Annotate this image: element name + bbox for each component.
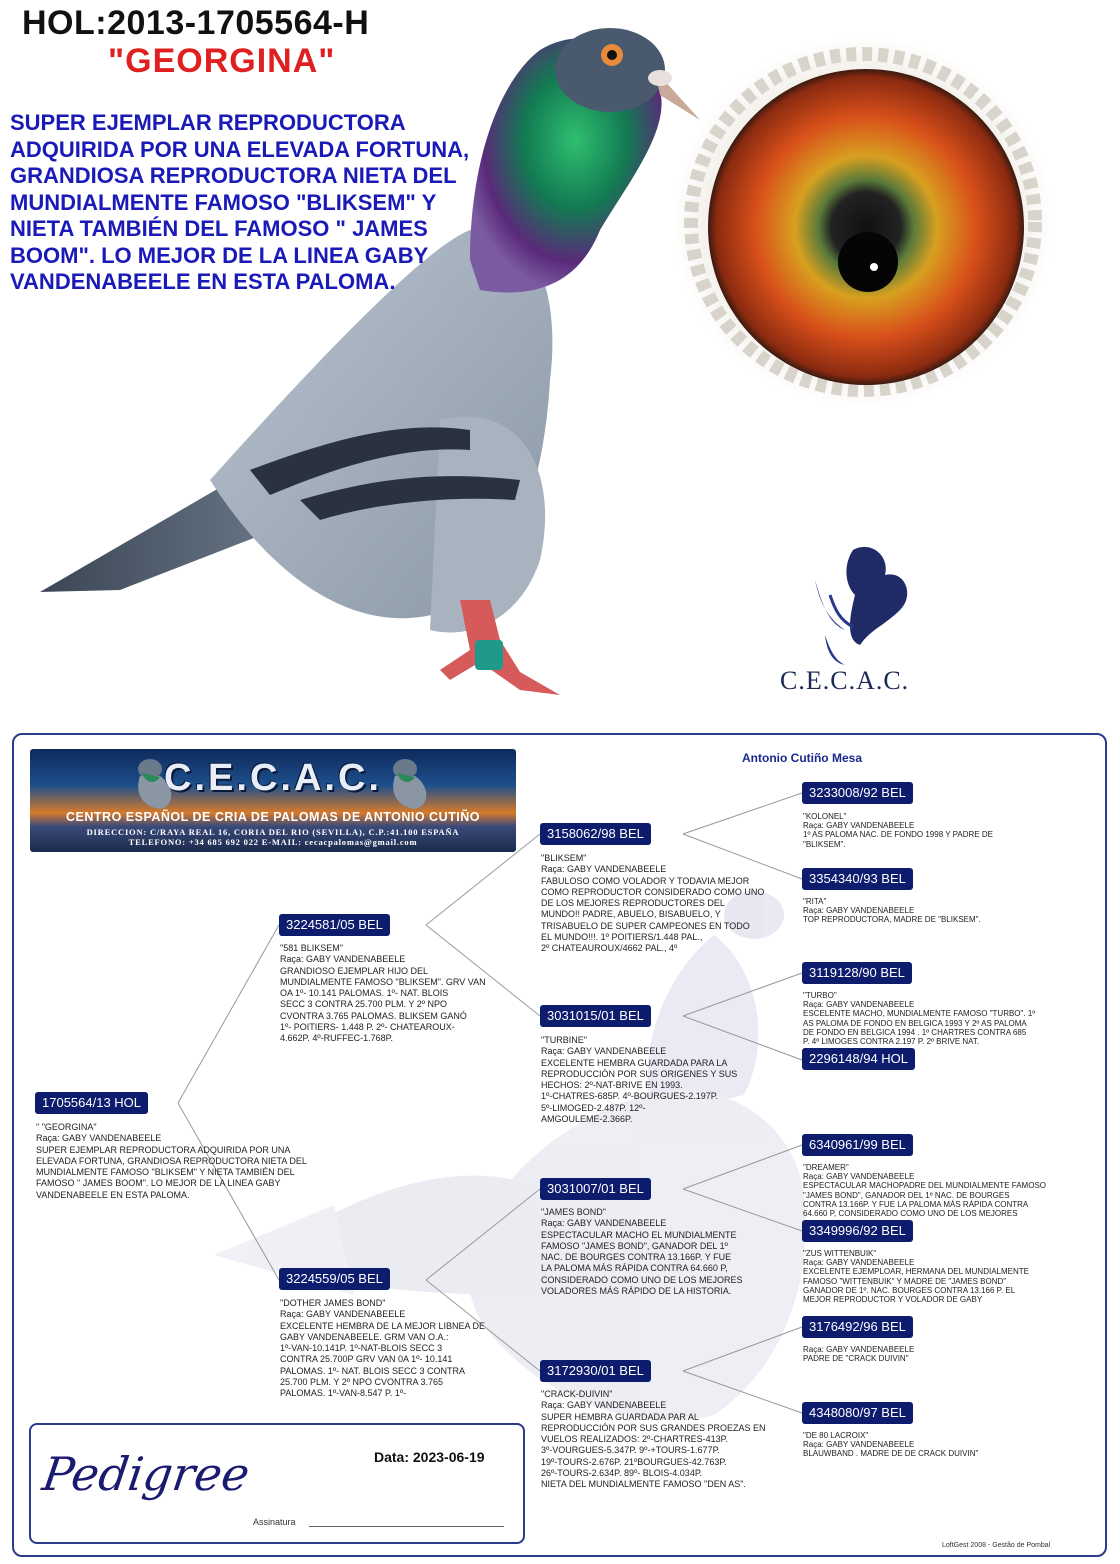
ffm-info: "RITA" Raça: GABY VANDENABEELE TOP REPRODUCTORA, MADRE DE "BLIKSEM".: [803, 897, 981, 925]
leg-ring-icon: [475, 640, 503, 670]
ffm-ring-box[interactable]: 3354340/93 BEL: [802, 868, 913, 890]
mother-info: "DOTHER JAMES BOND" Raça: GABY VANDENABEELE EXCELENTE HEMBRA DE LA MEJOR LIBNEA DE GABY VANDENABEELE. GRM VAN O.A.: 1º-VAN-10.141P. 1º-NAT-BLOIS SECC 3 CONTRA 25.700P GRV VAN 0A 1º- 10.141 PALOMAS. 1º- NAT. BLOIS SECC 3 CONTRA 25.700 PLM. Y 2º NPO CVONTRA 3.765 PALOMAS. 1º-VAN-8.547 P. 1º-: [280, 1298, 486, 1399]
mmf-info: Raça: GABY VANDENABEELE PADRE DE "CRACK DUIVIN": [803, 1345, 915, 1364]
software-credit: LoftGest 2008 - Gestão de Pombal: [942, 1542, 1051, 1549]
top-showcase: [0, 0, 1120, 728]
pedigree-date: Data: 2023-06-19: [374, 1449, 485, 1465]
subject-ring-box[interactable]: 1705564/13 HOL: [35, 1092, 148, 1114]
mff-info: "DREAMER" Raça: GABY VANDENABEELE ESPECTACULAR MACHOPADRE DEL MUNDIALMENTE FAMOSO "JAMES BOND", GANADOR DEL 1º NAC. DE BOURGES CONTRA 13.166P. Y FUE LA PALOMA MÁS RÁPIDA CONTRA 64.660 P, CONSIDERADO COMO UNO DE LOS MEJORES: [803, 1163, 1046, 1219]
fm-info: "TURBINE" Raça: GABY VANDENABEELE EXCELENTE HEMBRA GUARDADA PARA LA REPRODUCCIÓN POR SUS ORIGENES Y SUS HECHOS: 2º-NAT-BRIVE EN 1993. 1º-CHATRES-685P. 4º-BOURGUES-2.197P. 5º-LIMOGED-2.487P. 12º- AMGOULEME-2.366P.: [541, 1035, 738, 1125]
mfm-info: "ZUS WITTENBUIK" Raça: GABY VANDENABEELE EXCELENTE EJEMPLOAR, HERMANA DEL MUNDIALMENTE FAMOSO "WITTENBUIK" Y MADRE DE "JAMES BOND" GANADOR DE 1º. NAC. BOURGES CONTRA 13.166 P. EL MEJOR REPRODUCTOR Y VOLADOR DE GABY: [803, 1249, 1029, 1305]
father-info: "581 BLIKSEM" Raça: GABY VANDENABEELE GRANDIOSO EJEMPLAR HIJO DEL MUNDIALMENTE FAMOSO "BLIKSEM". GRV VAN OA 1º- 10.141 PALOMAS. 1º- NAT. BLOIS SECC 3 CONTRA 25.700 PLM. Y 2º NPO CVONTRA 3.765 PALOMAS. BLIKSEM GANÓ 1º- POITIERS- 1.448 P. 2º- CHATEAROUX- 4.662P. 4º-RUFFEC-1.768P.: [280, 943, 486, 1044]
banner-subtitle: CENTRO ESPAÑOL DE CRIA DE PALOMAS DE ANTONIO CUTIÑO: [66, 810, 480, 824]
ring-code: HOL:2013-1705564-H: [22, 4, 370, 42]
fmf-info: "TURBO" Raça: GABY VANDENABEELE ESCELENTE MACHO, MUNDIALMENTE FAMOSO "TURBO". 1º AS PALOMA DE FONDO EN BELGICA 1993 Y 2º AS PALOMA DE FONDO EN BELGICA 1994 . 1º CHARTRES CONTRA 685 P. 4º LIMOGES CONTRA 2.197 P. 2º BRIVE NAT.: [803, 991, 1036, 1047]
mother-ring-box[interactable]: 3224559/05 BEL: [279, 1268, 390, 1290]
ff-ring-box[interactable]: 3158062/98 BEL: [540, 823, 651, 845]
eye-closeup-image: [648, 22, 1058, 422]
mfm-ring-box[interactable]: 3349996/92 BEL: [802, 1220, 913, 1242]
banner-address: [30, 827, 516, 847]
fm-ring-box[interactable]: 3031015/01 BEL: [540, 1005, 651, 1027]
owner-name: Antonio Cutiño Mesa: [742, 751, 862, 765]
mmf-ring-box[interactable]: 3176492/96 BEL: [802, 1316, 913, 1338]
mmm-info: "DE 80 LACROIX" Raça: GABY VANDENABEELE BLAUWBAND . MADRE DE DE CRACK DUIVIN": [803, 1431, 979, 1459]
mmm-ring-box[interactable]: 4348080/97 BEL: [802, 1402, 913, 1424]
banner-address-line: DIRECCION: C/RAYA REAL 16, CORIA DEL RIO (SEVILLA), C.P.:41.100 ESPAÑA: [86, 827, 460, 837]
banner-title: C.E.C.A.C.: [164, 757, 382, 799]
pedigree-sheet: [12, 733, 1107, 1557]
ff-info: "BLIKSEM" Raça: GABY VANDENABEELE FABULOSO COMO VOLADOR Y TODAVIA MEJOR COMO REPRODUCTOR CONSIDERADO COMO UNO DE LOS MEJORES REPRODUCTORES DEL MUNDO!! PADRE, ABUELO, BISABUELO, Y TRISABUELO DE SUPER CAMPEONES EN TODO EL MUNDO!!!. 1º POITIERS/1.448 PAL., 2º CHATEAUROUX/4662 PAL., 4º: [541, 853, 765, 954]
bird-description: SUPER EJEMPLAR REPRODUCTORA ADQUIRIDA POR UNA ELEVADA FORTUNA, GRANDIOSA REPRODUCTORA NIETA DEL MUNDIALMENTE FAMOSO "BLIKSEM" Y NIETA TAMBIÉN DEL FAMOSO " JAMES BOOM". LO MEJOR DE LA LINEA GABY VANDENABEELE EN ESTA PALOMA.: [10, 110, 470, 294]
fff-info: "KOLONEL" Raça: GABY VANDENABEELE 1º AS PALOMA NAC. DE FONDO 1998 Y PADRE DE "BLIKSEM".: [803, 812, 993, 849]
subject-info: " "GEORGINA" Raça: GABY VANDENABEELE SUPER EJEMPLAR REPRODUCTORA ADQUIRIDA POR UNA ELEVADA FORTUNA, GRANDIOSA REPRODUCTORA NIETA DEL MUNDIALMENTE FAMOSO "BLIKSEM" Y NIETA TAMBIÉN DEL FAMOSO " JAMES BOOM". LO MEJOR DE LA LINEA GABY VANDENABEELE EN ESTA PALOMA.: [36, 1122, 307, 1200]
banner-contact-line: TELEFONO: +34 685 692 022 E-MAIL: cecacpalomas@gmail.com: [128, 837, 418, 847]
father-ring-box[interactable]: 3224581/05 BEL: [279, 914, 390, 936]
pedigree-script-title: Pedigree: [39, 1447, 253, 1501]
mm-info: "CRACK-DUIVIN" Raça: GABY VANDENABEELE SUPER HEMBRA GUARDADA PAR AL REPRODUCCIÓN POR SUS GRANDES PROEZAS EN VUELOS REALIZADOS: 2º-CHARTRES-413P. 3º-VOURGUES-5.347P. 9º-+TOURS-1.677P. 19º-TOURS-2.676P. 21ºBOURGUES-42.763P. 26º-TOURS-2.634P. 89º- BLOIS-4.034P. NIETA DEL MUNDIALMENTE FAMOSO "DEN AS".: [541, 1389, 766, 1490]
signature-line: [309, 1526, 504, 1527]
fmf-ring-box[interactable]: 3119128/90 BEL: [802, 962, 912, 984]
bird-name: "GEORGINA": [108, 42, 336, 80]
mf-ring-box[interactable]: 3031007/01 BEL: [540, 1178, 651, 1200]
mf-info: "JAMES BOND" Raça: GABY VANDENABEELE ESPECTACULAR MACHO EL MUNDIALMENTE FAMOSO "JAMES BOND", GANADOR DEL 1º NAC. DE BOURGES CONTRA 13.166P. Y FUE LA PALOMA MÁS RÁPIDA CONTRA 64.660 P, CONSIDERADO COMO UNO DE LOS MEJORES VOLADORES MÁS RÁPIDO DE LA HISTORIA.: [541, 1207, 743, 1297]
cecac-logo-text: C.E.C.A.C.: [780, 666, 910, 695]
fmm-ring-box[interactable]: 2296148/94 HOL: [802, 1048, 915, 1070]
mm-ring-box[interactable]: 3172930/01 BEL: [540, 1360, 651, 1382]
signature-label: Assinatura: [253, 1517, 296, 1527]
fff-ring-box[interactable]: 3233008/92 BEL: [802, 782, 913, 804]
mff-ring-box[interactable]: 6340961/99 BEL: [802, 1134, 913, 1156]
cecac-banner: [30, 749, 516, 852]
signature-box: [29, 1423, 525, 1544]
